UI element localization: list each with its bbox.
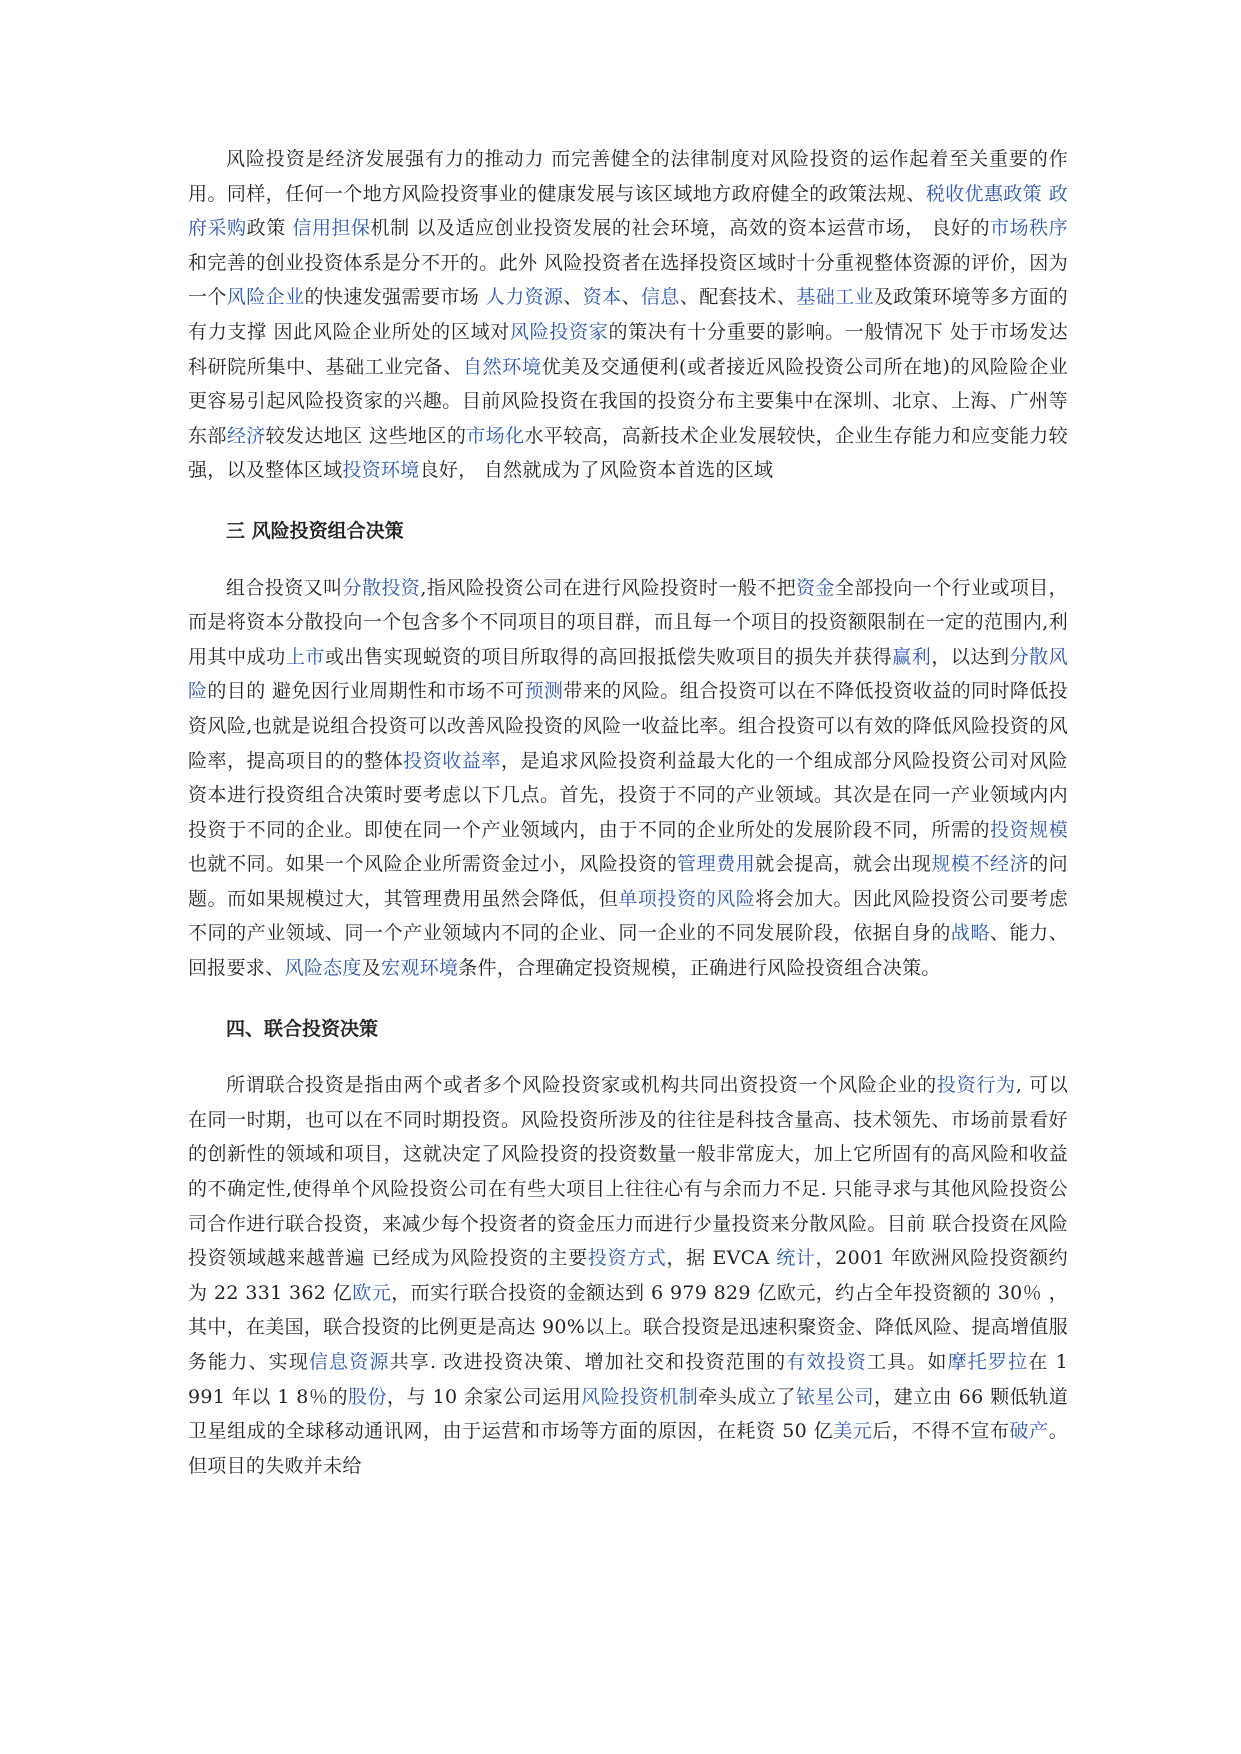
paragraph-joint-investment [188,1068,1068,1483]
term-link[interactable]: 投资行为 [936,1074,1016,1097]
term-link[interactable]: 上市 [285,645,325,668]
term-link[interactable]: 经济 [226,424,266,447]
spacer [188,1046,1068,1068]
term-link[interactable]: 统计 [776,1247,816,1270]
text-run: 条件，合理确定投资规模，正确进行风险投资组合决策。 [458,957,941,980]
text-run: 或出售实现蜕资的项目所取得的高回报抵偿失败项目的损失并获得 [324,645,893,668]
text-run: ，是追求风险投资利益最大化的一个组成部分风险投资公司对风险资本进行投资组合决策时要考虑以下几点。首先，投资于不同的产业领域。其次是在同一产业领域内内投资于不同的企业。即使在同一个产业领域内，由于不同的企业所处的发展阶段不同，所需的 [188,749,1068,841]
text-run: 带来的风险。组合投资可以在不降低投资收益的同时降低投资风险,也就是说组合投资可以改善风险投资的风险一收益比率。组合投资可以有效的降低风险投资的风险率，提高项目的的整体 [188,680,1068,772]
text-run: 的策决有十分重要的影响。一般情况下 处于市场发达 科研院所集中、基础工业完备、 [188,320,1068,378]
term-link[interactable]: 分散投资 [342,576,421,599]
document-page [188,142,1068,1483]
term-link[interactable]: 破产 [1009,1420,1049,1443]
term-link[interactable]: 宏观环境 [381,957,459,980]
text-run: 也就不同。如果一个风险企业所需资金过小，风险投资的 [188,853,678,876]
text-run: , 可以在同一时期，也可以在不同时期投资。风险投资所涉及的往往是科技含量高、技术领先、市场前景看好的创新性的领域和项目，这就决定了风险投资的投资数量一般非常庞大，加上它所固有的高风险和收益的不确定性,使得单个风险投资公司在有些大项目上往往心有与余而力不足. 只能寻求与其他风险投资公司合作进行联合投资，来减少每个投资者的资金压力而进行少量投资来分散风险。目前 联合投资在风险投资领域越来越普遍 已经成为风险投资的主要 [188,1074,1068,1270]
text-run: 、 [621,286,641,309]
term-link[interactable]: 风险投资机制 [581,1385,699,1408]
term-link[interactable]: 市场化 [466,424,525,447]
term-link[interactable]: 投资规模 [990,818,1068,841]
term-link[interactable]: 风险企业 [226,286,305,309]
text-run: 及政策环境等多方面的有力支撑 因此风险企业所处的区域对 [188,286,1068,343]
text-run: 政策 [246,217,293,240]
paragraph-portfolio [188,571,1068,986]
text-run: ，以达到 [931,645,1010,668]
paragraph-intro [188,142,1068,488]
text-run: 就会提高，就会出现 [755,853,932,876]
term-link[interactable]: 单项投资的风险 [618,887,756,910]
text-run: 的问题。而如果规模过大，其管理费用虽然会降低，但 [188,853,1068,910]
term-link[interactable]: 美元 [833,1420,873,1443]
text-run: 水平较高，高新技术企业发展较快，企业生存能力和应变能力较强，以及整体区域 [188,424,1068,482]
term-link[interactable]: 管理费用 [677,853,756,876]
term-link[interactable]: 有效投资 [786,1351,867,1373]
text-run: 机制 以及适应创业投资发展的社会环境，高效的资本运营市场， 良好的 [370,217,991,240]
text-run: 的目的 避免因行业周期性和市场不可 [207,680,525,703]
text-run: 、能力、回报要求、 [188,922,1068,980]
text-run: ，与 10 余家公司运用 [387,1385,582,1408]
text-run: ，据 EVCA [666,1247,777,1270]
text-run: 和完善的创业投资体系是分不开的。此外 风险投资者在选择投资区域时十分重视整体资源的评价，因为一个 [188,251,1068,309]
section-heading-portfolio: 三 风险投资组合决策 [226,519,404,542]
text-run: ，2001 年欧洲风险投资额约为 22 331 362 亿 [188,1247,1068,1304]
term-link[interactable]: 战略 [950,922,991,945]
term-link[interactable]: 风险态度 [284,957,362,980]
term-link[interactable]: 规模不经济 [931,853,1030,876]
term-link[interactable]: 股份 [347,1385,388,1408]
term-link[interactable]: 摩托罗拉 [947,1351,1029,1373]
text-run: 后，不得不宣布 [872,1420,1010,1443]
text-run: 风险投资是经济发展强有力的推动力 而完善健全的法律制度对风险投资的运作起着至关重要的作用。同样，任何一个地方风险投资事业的健康发展与该区域地方政府健全的政策法规、 [188,148,1068,205]
text-run: 共享. 改进投资决策、增加社交和投资范围的 [389,1351,787,1373]
term-link[interactable]: 政府采购 [188,182,1068,240]
term-link[interactable]: 铱星公司 [795,1385,875,1408]
term-link[interactable]: 资本 [582,286,622,309]
spacer [188,549,1068,571]
term-link[interactable]: 风险投资家 [509,320,609,343]
text-run: 全部投向一个行业或项目，而是将资本分散投向一个包含多个不同项目的项目群，而且每一个项目的投资额限制在一定的范围内,利用其中成功 [188,576,1068,668]
term-link[interactable]: 税收优惠政策 [925,182,1043,205]
text-run: ，建立由 66 颗低轨道卫星组成的全球移动通讯网，由于运营和市场等方面的原因，在耗资 50 亿 [188,1385,1068,1443]
text-run: 工具。如 [866,1351,948,1373]
text-run: 、配套技术、 [679,286,797,309]
text-run: 在 1 991 年以 1 8％的 [188,1351,1069,1408]
text-run: 将会加大。因此风险投资公司要考虑不同的产业领域、同一个产业领域内不同的企业、同一企业的不同发展阶段，依据自身的 [188,887,1068,945]
text-run: ,指风险投资公司在进行风险投资时一般不把 [420,576,797,599]
term-link[interactable]: 市场秩序 [990,217,1069,240]
term-link[interactable]: 赢利 [892,645,932,668]
term-link[interactable]: 投资环境 [342,459,420,482]
text-run: 的快速发强需要市场 [304,286,486,309]
text-run: 及 [361,957,382,980]
term-link[interactable]: 欧元 [352,1281,392,1304]
spacer [188,488,1068,514]
term-link[interactable]: 资金 [796,576,835,599]
term-link[interactable]: 自然环境 [462,355,542,378]
term-link[interactable]: 信息 [640,286,680,309]
text-run: 良好， 自然就成为了风险资本首选的区域 [419,459,774,482]
text-run: 较发达地区 这些地区的 [265,424,467,447]
term-link[interactable]: 预测 [524,680,564,703]
text-run: 组合投资又叫 [226,576,343,599]
text-run: ，而实行联合投资的金额达到 6 979 829 亿欧元，约占全年投资额的 30％ ，其中，在美国，联合投资的比例更是高达 90%以上。联合投资是迅速积聚资金、降低风险、提高增值服务能力、实现 [188,1281,1068,1373]
spacer [188,986,1068,1012]
term-link[interactable]: 信息资源 [308,1351,390,1373]
term-link[interactable]: 投资方式 [587,1247,667,1270]
text-run: 优美及交通便利(或者接近风险投资公司所在地)的风险险企业更容易引起风险投资家的兴趣。目前风险投资在我国的投资分布主要集中在深圳、北京、上海、广州等东部 [188,355,1069,447]
term-link[interactable]: 人力资源 [485,286,564,309]
term-link[interactable]: 基础工业 [796,286,874,309]
term-link[interactable]: 信用担保 [292,217,371,240]
section-heading-joint-investment: 四、联合投资决策 [226,1017,379,1040]
text-run: 、 [563,286,583,309]
term-link[interactable]: 分散风险 [188,645,1068,703]
text-run: 牵头成立了 [698,1385,796,1408]
text-run: 所谓联合投资是指由两个或者多个风险投资家或机构共同出资投资一个风险企业的 [226,1074,937,1097]
text-run: 。但项目的失败并未给 [188,1420,1068,1477]
term-link[interactable]: 投资收益率 [403,749,501,772]
